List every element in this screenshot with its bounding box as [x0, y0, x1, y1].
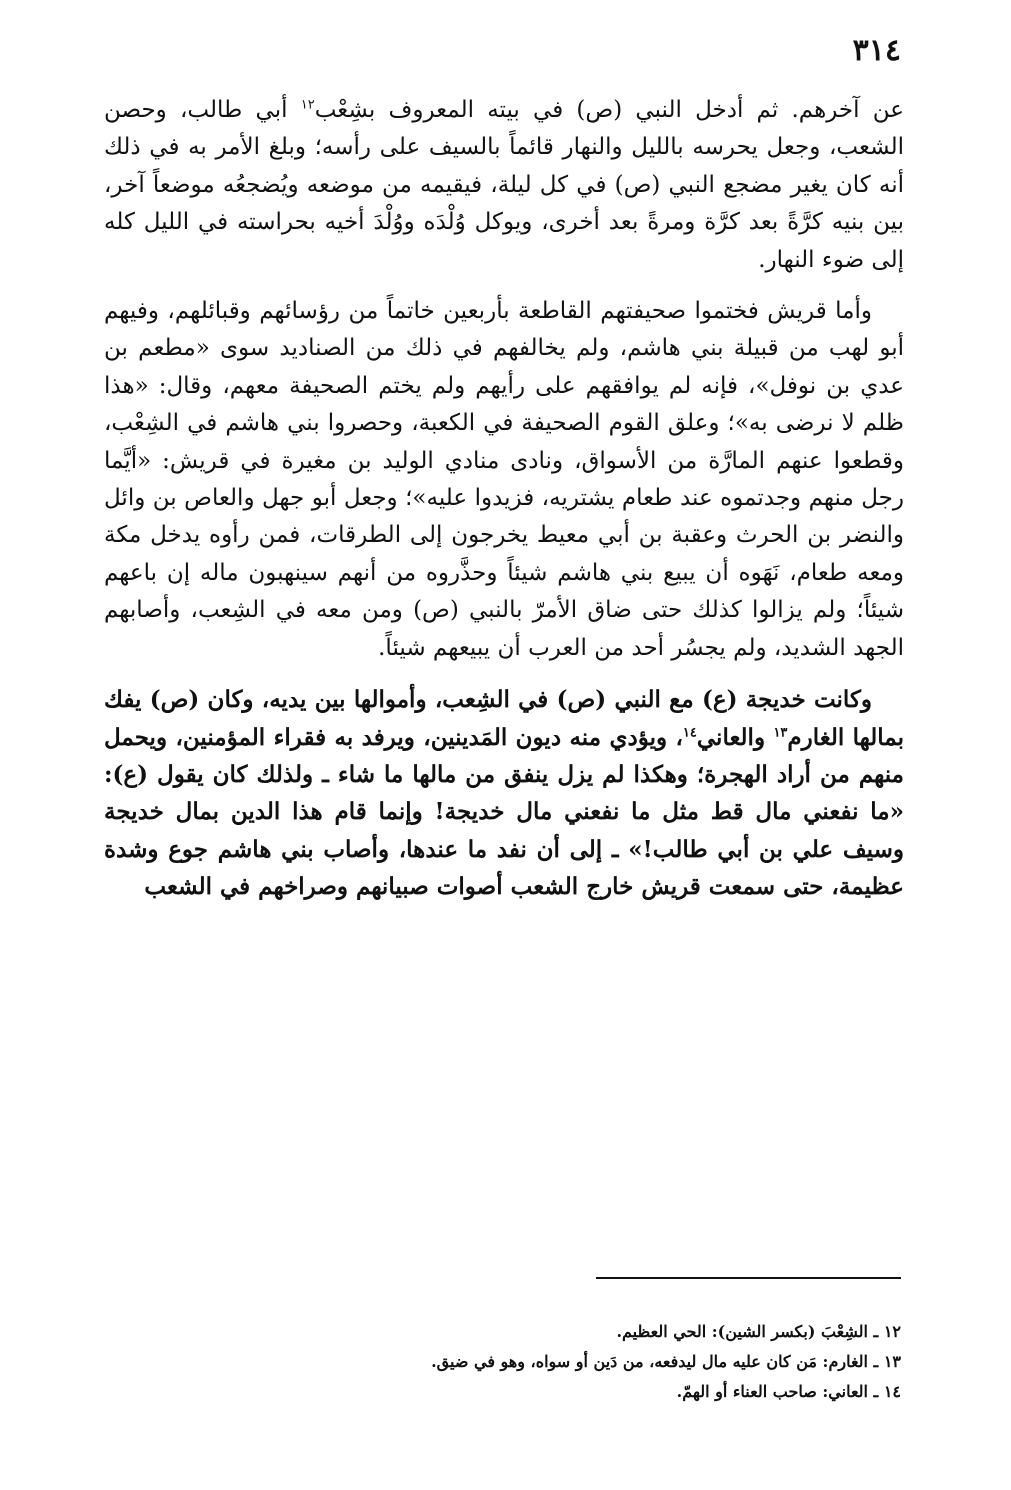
footnote-ref-13: ١٣	[773, 724, 788, 740]
paragraph-3	[104, 681, 904, 905]
footnote-ref-14: ١٤	[682, 724, 697, 740]
paragraph-1-text-a: عن آخرهم. ثم أدخل النبي (ص) في بيته المعروف بشِعْب	[314, 97, 904, 123]
paragraph-1	[104, 92, 904, 279]
footnote-ref-12: ١٢	[300, 97, 315, 113]
footnote-13: ١٣ ـ الغارم: مَن كان عليه مال ليدفعه، من دَين أو سواه، وهو في ضيق.	[431, 1352, 901, 1371]
page-number: ٣١٤	[852, 33, 901, 68]
paragraph-3-text-a: وكانت خديجة (ع) مع النبي (ص) في الشِعب، وأموالها بين يديه، وكان (ص) يفك بمالها الغارم	[104, 686, 904, 751]
body-text	[104, 92, 904, 920]
paragraph-3-text-c: ، ويؤدي منه ديون المَدينين، ويرفد به فقراء المؤمنين، ويحمل منهم من أراد الهجرة؛ وهكذا لم يزل ينفق من مالها ما شاء ـ ولذلك كان يقول (ع): «ما نفعني مال قط مثل ما نفعني مال خديجة! وإنما قام هذا الدين بمال خديجة وسيف علي بن أبي طالب!» ـ إلى أن نفد ما عندها، وأصاب بني هاشم جوع وشدة عظيمة، حتى سمعت قريش خارج الشعب أصوات صبيانهم وصراخهم في الشعب	[104, 723, 904, 901]
paragraph-3-text-b: والعاني	[696, 723, 774, 751]
paragraph-1-text-b: أبي طالب، وحصن الشعب، وجعل يحرسه بالليل والنهار قائماً بالسيف على رأسه؛ وبلغ الأمر به في ذلك أنه كان يغير مضجع النبي (ص) في كل ليلة، فيقيمه من موضعه ويُضجعُه موضعاً آخر، بين بنيه كرَّةً بعد كرَّة ومرةً بعد أخرى، ويوكل وُلْدَه ووُلْدَ أخيه بحراسته في الليل كله إلى ضوء النهار.	[104, 97, 905, 273]
footnote-12: ١٢ ـ الشِعْبَ (بكسر الشين): الحي العظيم.	[616, 1322, 901, 1341]
paragraph-2: وأما قريش فختموا صحيفتهم القاطعة بأربعين خاتماً من رؤسائهم وقبائلهم، وفيهم أبو لهب من قبيلة بني هاشم، ولم يخالفهم في ذلك من الصناديد سوى «مطعم بن عدي بن نوفل»، فإنه لم يوافقهم على رأيهم ولم يختم الصحيفة معهم، وقال: «هذا ظلم لا نرضى به»؛ وعلق القوم الصحيفة في الكعبة، وحصروا بني هاشم في الشِعْب، وقطعوا عنهم المارَّة من الأسواق، ونادى منادي الوليد بن مغيرة في قريش: «أيَّما رجل منهم وجدتموه عند طعام يشتريه، فزيدوا عليه»؛ وجعل أبو جهل والعاص بن وائل والنضر بن الحرث وعقبة بن أبي معيط يخرجون إلى الطرقات، فمن رأوه يدخل مكة ومعه طعام، نَهَوه أن يبيع بني هاشم شيئاً وحذَّروه من أنهم سينهبون ماله إن باعهم شيئاً؛ ولم يزالوا كذلك حتى ضاق الأمرّ بالنبي (ص) ومن معه في الشِعب، وأصابهم الجهد الشديد، ولم يجسُر أحد من العرب أن يبيعهم شيئاً.	[104, 298, 904, 661]
footnote-14: ١٤ ـ العاني: صاحب العناء أو الهمّ.	[676, 1382, 901, 1401]
footnote-separator	[596, 1277, 901, 1279]
footnotes	[281, 1317, 901, 1407]
